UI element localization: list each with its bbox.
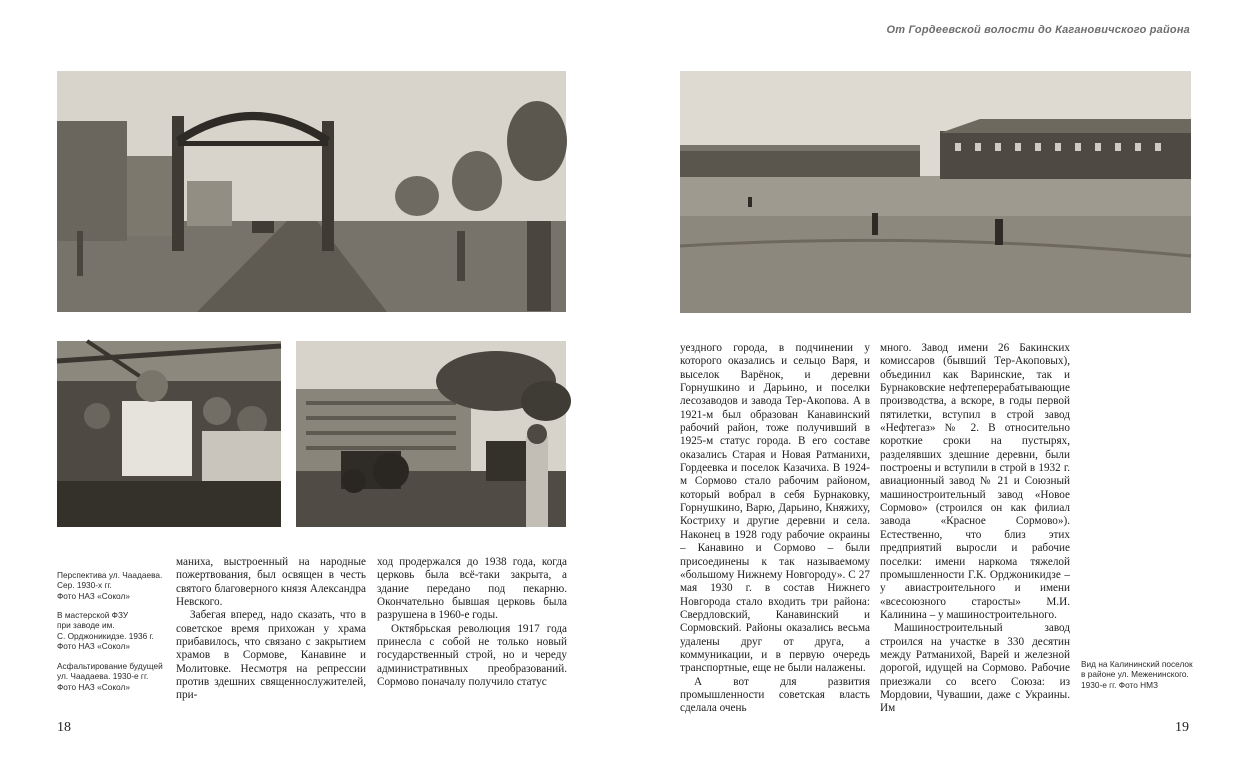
caption-line: Вид на Калининский поселок bbox=[1081, 659, 1193, 669]
photo-kalinin-settlement-image bbox=[680, 71, 1191, 313]
paragraph: Октябрьская революция 1917 года принесла с собой не только новый государственный строй, но и череду административных преобразований. Сормово поначалу получило статус bbox=[377, 622, 567, 689]
photo-asphalting-image bbox=[296, 341, 566, 527]
caption-asphalting bbox=[57, 661, 172, 692]
caption-line: ул. Чаадаева. 1930-е гг. bbox=[57, 671, 149, 682]
caption-line: Сер. 1930-х гг. bbox=[57, 580, 112, 591]
right-text-column-1 bbox=[680, 342, 870, 715]
caption-line: В мастерской ФЗУ bbox=[57, 610, 129, 620]
paragraph: уездного города, в подчинении у которого оказались и сельцо Варя, и выселок Варёнок, и деревни Горнушкино и Дарьино, и поселки лесозаводов и завода Тер-Акопова. А в 1921-м был образован Канавинский рабочий район, тоже получивший в 1925-м статус города. В его составе оказались Старая и Новая Ратманихи, Гордеевка и поселок Казачиха. В 1924-м Сормово стало рабочим районом, который вобрал в себя Бурнаковку, Горнушкино, Варю, Дарьино, Княжиху, Кострихy и другие деревни и села. Наконец в 1928 году рабочие окраины – Канавино и Сормово – были присоединены к так называемому «большому Нижнему Новгороду». С 27 мая 1930 г. в состав Нижнего Новгорода стало входить три района: Свердловский, Канавинский и Сормовский. Районы оказались весьма удалены друг от друга, а коммуникации, и в первую очередь транспортные, еще не были налажены. bbox=[680, 342, 870, 675]
caption-line: при заводе им. bbox=[57, 620, 115, 631]
photo-workshop-image bbox=[57, 341, 281, 527]
caption-line: Асфальтирование будущей bbox=[57, 661, 163, 671]
photo-workshop bbox=[57, 341, 281, 527]
right-page bbox=[624, 0, 1247, 765]
photo-street-arch bbox=[57, 71, 566, 312]
photo-street-arch-image bbox=[57, 71, 566, 312]
page-number: 18 bbox=[57, 720, 71, 735]
caption-kalinin-settlement bbox=[1081, 659, 1201, 690]
paragraph: много. Завод имени 26 Бакинских комиссаров (бывший Тер-Акоповых), объединил как Варинские, так и Бурнаковские нефтеперерабатывающие производства, а вскоре, в годы первой пятилетки, вступил в строй завод «Нефтегаз» № 2. В относительно короткие сроки на пустырях, разделявших здешние деревни, были построены и вступили в строй в 1932 г. авиационный завод № 21 и Союзный машиностроительный завод «Новое Сормово» (строился он как филиал завода «Красное Сормово»). Естественно, что близ этих предприятий выросли и рабочие поселки: имени наркома тяжелой промышленности Г.К. Орджоникидзе – у авиастроительного и имени «всесоюзного старосты» М.И. Калинина – у машиностроительного. bbox=[880, 342, 1070, 621]
caption-workshop bbox=[57, 610, 172, 652]
photo-kalinin-settlement bbox=[680, 71, 1191, 313]
left-text-column-1 bbox=[176, 556, 366, 701]
right-text-column-2 bbox=[880, 342, 1070, 715]
caption-line: Перспектива ул. Чаадаева. bbox=[57, 570, 163, 580]
paragraph: ход продержался до 1938 года, когда церковь была всё-таки закрыта, а здание передано под пекарню. Окончательно бывшая церковь была разрушена в 1960-е годы. bbox=[377, 556, 567, 622]
caption-line: в районе ул. Меженинского. bbox=[1081, 669, 1189, 680]
caption-street-arch bbox=[57, 570, 172, 601]
paragraph: Машиностроительный завод строился на участке в 330 десятин между Ратманихой, Варей и железной дорогой, идущей на Сормово. Рабочие приезжали со всего Союза: из Мордовии, Чувашии, даже с Украины. Им bbox=[880, 622, 1070, 715]
running-head: От Гордеевской волости до Кагановичского района bbox=[886, 24, 1190, 36]
caption-line: С. Орджоникидзе. 1936 г. bbox=[57, 630, 154, 641]
caption-line: Фото НАЗ «Сокол» bbox=[57, 681, 130, 692]
caption-line: Фото НАЗ «Сокол» bbox=[57, 590, 130, 601]
caption-line: 1930-е гг. Фото НМЗ bbox=[1081, 679, 1159, 690]
page-number: 19 bbox=[1175, 720, 1189, 735]
paragraph: А вот для развития промышленности советская власть сделала очень bbox=[680, 675, 870, 715]
left-page bbox=[0, 0, 623, 765]
caption-line: Фото НАЗ «Сокол» bbox=[57, 641, 130, 652]
paragraph: маниха, выстроенный на народные пожертвования, был освящен в честь святого благоверного князя Александра Невского. bbox=[176, 556, 366, 609]
left-text-column-2 bbox=[377, 556, 567, 701]
photo-asphalting bbox=[296, 341, 566, 527]
paragraph: Забегая вперед, надо сказать, что в советское время прихожан у храма прибавилось, что связано с закрытием храмов в Сормове, Канавине и Молитовке. Несмотря на репрессии против здешних священнослужителей, при- bbox=[176, 609, 366, 702]
